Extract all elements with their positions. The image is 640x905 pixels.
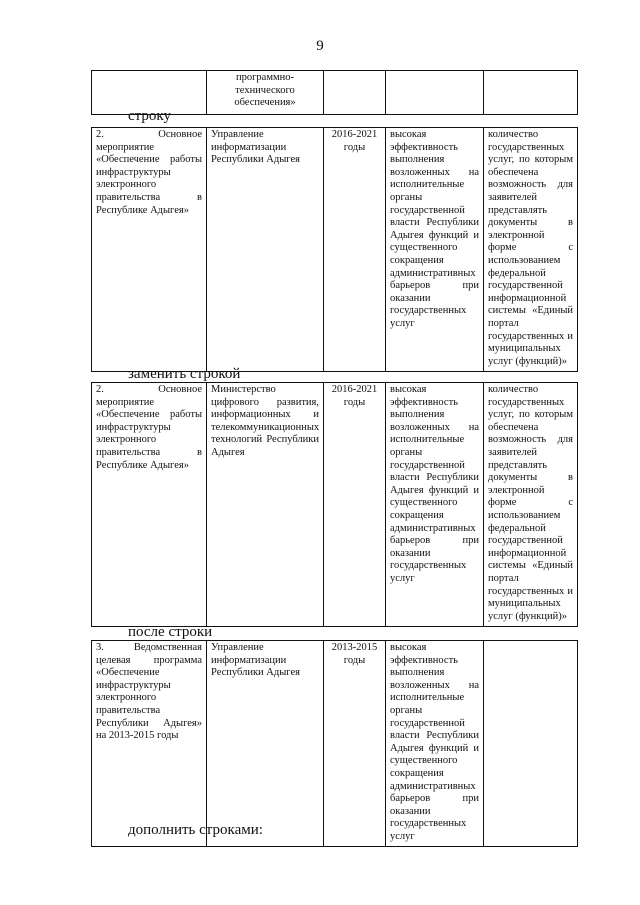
cell-indicator: количество государственных услуг, по которым обеспечена возможность для заявителей представлять документы в электронной форме с использованием федеральной государственной информационной системы «Единый портал государственных и муниципальных услуг (функций)» [484,128,578,372]
cell-result: высокая эффективность выполнения возложенных на исполнительные органы государственной власти Республики Адыгея функций и существенного сокращения административных барьеров при оказании государственных услуг [386,641,484,847]
cell-event: 2. Основное мероприятие «Обеспечение работы инфраструктуры электронного правительства в Республике Адыгея» [92,383,207,627]
cell-period: 2016-2021 годы [324,128,386,372]
cell-result: высокая эффективность выполнения возложенных на исполнительные органы государственной власти Республики Адыгея функций и существенного сокращения административных барьеров при оказании государственных услуг [386,383,484,627]
cell-period: 2013-2015 годы [324,641,386,847]
cell-executor: Управление информатизации Республики Адыгея [207,641,324,847]
table-row [92,383,578,627]
phrase-posle: после строки [128,624,213,640]
cell-executor: Министерство цифрового развития, информационных и телекоммуникационных технологий Республики Адыгея [207,383,324,627]
table-after-row [91,640,578,847]
cell-result: высокая эффективность выполнения возложенных на исполнительные органы государственной власти Республики Адыгея функций и существенного сокращения административных барьеров при оказании государственных услуг [386,128,484,372]
cell-event: 3. Ведомственная целевая программа «Обеспечение инфраструктуры электронного правительства Республики Адыгея» на 2013-2015 годы [92,641,207,847]
phrase-stroku: строку [128,108,171,124]
table-old-row [91,127,578,372]
phrase-dopolnit: дополнить строками: [128,822,263,838]
cell-executor: программно-технического обеспечения» [207,71,324,115]
table-new-row [91,382,578,627]
table-row [92,128,578,372]
cell-event: 2. Основное мероприятие «Обеспечение работы инфраструктуры электронного правительства в Республике Адыгея» [92,128,207,372]
cell-executor: Управление информатизации Республики Адыгея [207,128,324,372]
page-number: 9 [316,38,324,54]
table-row [92,641,578,847]
cell-result [386,71,484,115]
phrase-zamenit: заменить строкой [128,366,241,382]
cell-indicator [484,71,578,115]
cell-indicator: количество государственных услуг, по которым обеспечена возможность для заявителей представлять документы в электронной форме с использованием федеральной государственной информационной системы «Единый портал государственных и муниципальных услуг (функций)» [484,383,578,627]
cell-period: 2016-2021 годы [324,383,386,627]
cell-indicator [484,641,578,847]
cell-period [324,71,386,115]
